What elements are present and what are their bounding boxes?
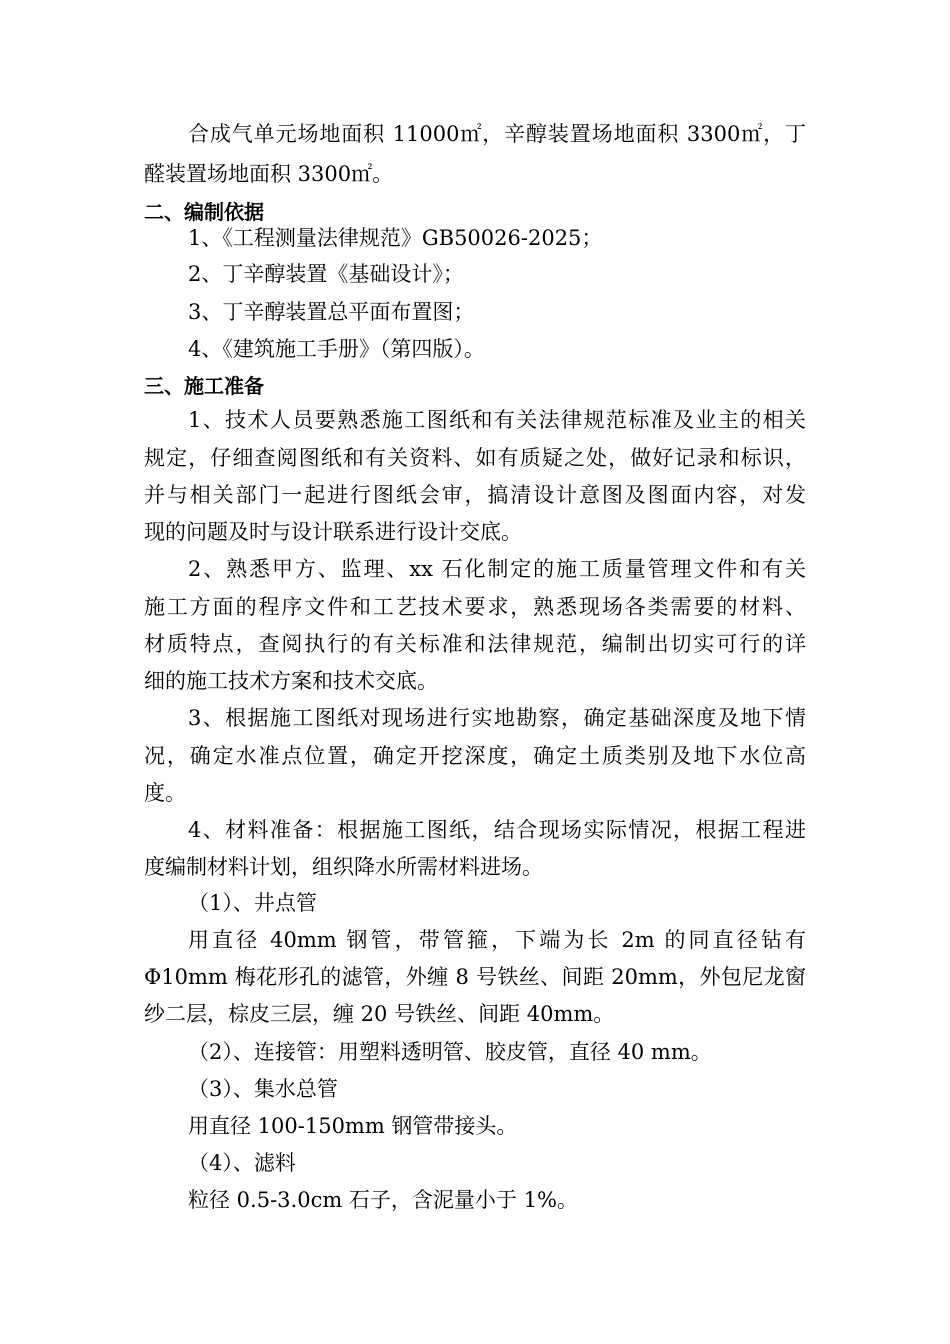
section-3-heading: 三、施工准备 bbox=[144, 374, 264, 398]
prep-p1-line-4: 现的问题及时与设计联系进行设计交底。 bbox=[144, 520, 522, 544]
prep-p2-line-2: 施工方面的程序文件和工艺技术要求，熟悉现场各类需要的材料、 bbox=[144, 595, 806, 619]
sub-2-line: （2）、连接管：用塑料透明管、胶皮管，直径 40 mm。 bbox=[188, 1040, 712, 1064]
section-2-heading: 二、编制依据 bbox=[144, 200, 264, 224]
basis-item-2: 2、丁辛醇装置《基础设计》； bbox=[188, 262, 464, 286]
sub-1-title: （1）、井点管 bbox=[188, 891, 317, 915]
prep-p4-line-2: 度编制材料计划，组织降水所需材料进场。 bbox=[144, 855, 543, 879]
prep-p1-line-1: 1、技术人员要熟悉施工图纸和有关法律规范标准及业主的相关 bbox=[188, 408, 806, 432]
prep-p1-line-2: 规定，仔细查阅图纸和有关资料、如有质疑之处，做好记录和标识， bbox=[144, 446, 806, 470]
basis-item-3: 3、丁辛醇装置总平面布置图； bbox=[188, 300, 475, 324]
prep-p4-line-1: 4、材料准备：根据施工图纸，结合现场实际情况，根据工程进 bbox=[188, 818, 806, 842]
sub-1-body-line-2: Φ10mm 梅花形孔的滤管，外缠 8 号铁丝、间距 20mm，外包尼龙窗 bbox=[144, 965, 806, 989]
prep-p2-line-1: 2、熟悉甲方、监理、xx 石化制定的施工质量管理文件和有关 bbox=[188, 557, 806, 581]
prep-p3-line-2: 况，确定水准点位置，确定开挖深度，确定土质类别及地下水位高 bbox=[144, 744, 806, 768]
sub-1-body-line-3: 纱二层，棕皮三层，缠 20 号铁丝、间距 40mm。 bbox=[144, 1002, 615, 1026]
basis-item-4: 4、《建筑施工手册》（第四版）。 bbox=[188, 337, 485, 361]
prep-p3-line-1: 3、根据施工图纸对现场进行实地勘察，确定基础深度及地下情 bbox=[188, 706, 806, 730]
sub-1-body-line-1: 用直径 40mm 钢管，带管箍，下端为长 2m 的同直径钻有 bbox=[188, 928, 806, 952]
prep-p2-line-3: 材质特点，查阅执行的有关标准和法律规范，编制出切实可行的详 bbox=[144, 632, 806, 656]
intro-line-1: 合成气单元场地面积 11000㎡，辛醇装置场地面积 3300㎡，丁 bbox=[188, 122, 806, 146]
basis-item-1: 1、《工程测量法律规范》GB50026-2025； bbox=[188, 226, 603, 250]
prep-p3-line-3: 度。 bbox=[144, 781, 186, 805]
prep-p1-line-3: 并与相关部门一起进行图纸会审，搞清设计意图及图面内容，对发 bbox=[144, 483, 806, 507]
sub-4-body: 粒径 0.5-3.0cm 石子，含泥量小于 1%。 bbox=[188, 1188, 578, 1212]
intro-line-2: 醛装置场地面积 3300㎡。 bbox=[144, 162, 394, 186]
sub-3-body: 用直径 100-150mm 钢管带接头。 bbox=[188, 1114, 518, 1138]
sub-4-title: （4）、滤料 bbox=[188, 1151, 296, 1175]
sub-3-title: （3）、集水总管 bbox=[188, 1077, 338, 1101]
prep-p2-line-4: 细的施工技术方案和技术交底。 bbox=[144, 669, 438, 693]
